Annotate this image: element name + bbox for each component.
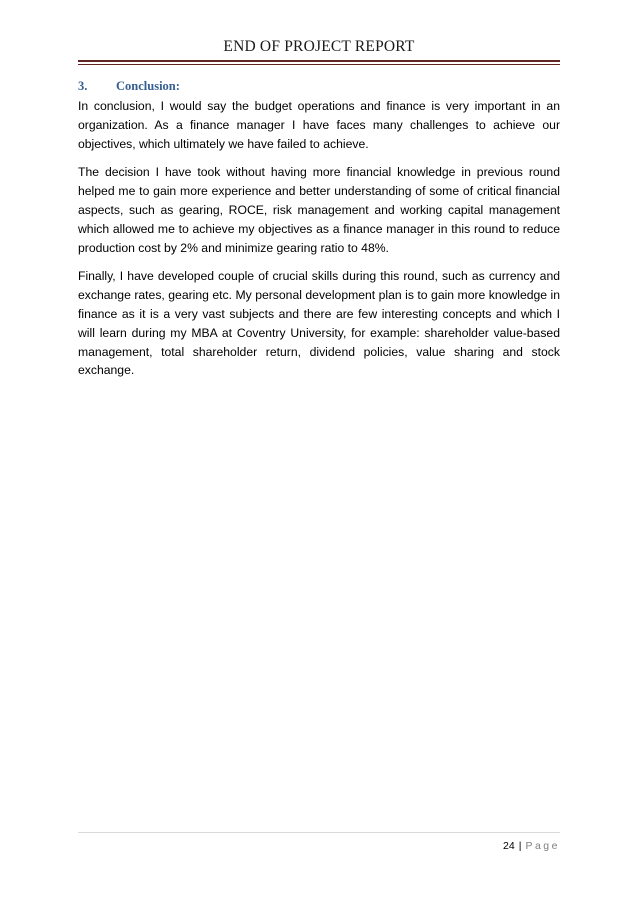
section-number: 3. — [78, 79, 88, 93]
header-rule-thin — [78, 64, 560, 65]
page-header-title: END OF PROJECT REPORT — [223, 38, 415, 55]
footer-separator: | — [518, 840, 522, 852]
section-heading — [78, 77, 560, 95]
page-number: 24 — [503, 840, 515, 852]
page-content — [78, 77, 560, 390]
paragraph-finally: Finally, I have developed couple of crucial skills during this round, such as currency and exchange rates, gearing etc. My personal development plan is to gain more knowledge in finance as it is a very vast subjects and there are few interesting concepts and which I will learn during my MBA at Coventry University, for example: shareholder value-based management, total shareholder return, dividend policies, value sharing and stock exchange. — [78, 269, 560, 378]
paragraph-decision: The decision I have took without having more financial knowledge in previous round helped me to gain more experience and better understanding of some of critical financial aspects, such as gearing, ROCE, risk management and working capital management which allowed me to achieve my objectives as a finance manager in this round to reduce production cost by 2% and minimize gearing ratio to 48%. — [78, 165, 560, 255]
section-title: Conclusion: — [116, 79, 180, 93]
header-rule-thick — [78, 60, 560, 62]
page-footer — [78, 840, 560, 852]
paragraph-intro: In conclusion, I would say the budget operations and finance is very important in an organization. As a finance manager I have faces many challenges to achieve our objectives, which ultimately we have failed to achieve. — [78, 99, 560, 151]
footer-rule — [78, 832, 560, 833]
page-label: Page — [525, 840, 560, 852]
